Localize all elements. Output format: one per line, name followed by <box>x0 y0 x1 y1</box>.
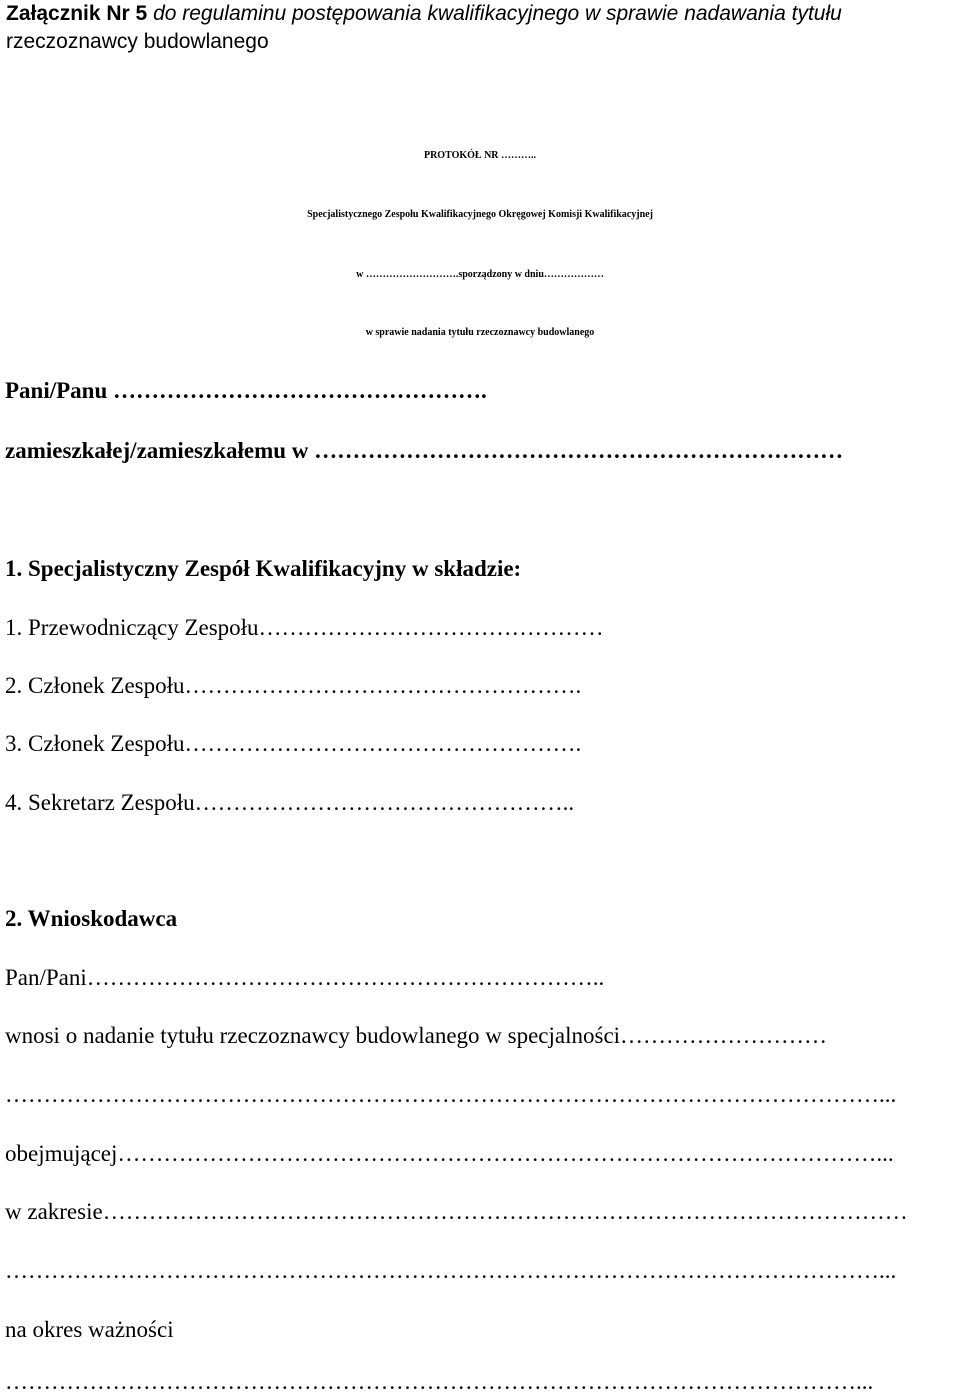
member-chair: 1. Przewodniczący Zespołu……………………………………… <box>5 615 604 640</box>
protocol-title: PROTOKÓŁ NR ……….. <box>423 150 537 161</box>
covering-line: obejmującej………………………………………………………………………………………... <box>5 1141 894 1166</box>
scope-line: w zakresie…………………………………………………………………………………………… <box>5 1199 908 1224</box>
place-date-line: w ……………………….sporządzony w dniu……………… <box>356 269 604 280</box>
validity-line: na okres ważności <box>5 1317 174 1342</box>
applicant-residence-line: zamieszkałej/zamieszkałemu w …………………………………………………………… <box>5 438 844 463</box>
team-title: Specjalistycznego Zespołu Kwalifikacyjnego Okręgowej Komisji Kwalifikacyjnej <box>307 209 653 220</box>
member-1: 2. Członek Zespołu……………………………………………. <box>5 673 582 698</box>
member-secretary: 4. Sekretarz Zespołu………………………………………….. <box>5 790 575 815</box>
applicant-name-line: Pani/Panu …………………………………………. <box>5 378 487 403</box>
blank-line-2: ……………………………………………………………………………………………………... <box>5 1258 897 1283</box>
attachment-description: do regulaminu postępowania kwalifikacyjnego w sprawie nadawania tytułu <box>147 2 842 25</box>
subject-line: w sprawie nadania tytułu rzeczoznawcy budowlanego <box>365 327 595 338</box>
member-2: 3. Członek Zespołu……………………………………………. <box>5 731 582 756</box>
blank-line-3: …………………………………………………………………………………………………... <box>5 1369 874 1394</box>
section1-heading: 1. Specjalistyczny Zespół Kwalifikacyjny w składzie: <box>5 556 522 581</box>
attachment-header <box>6 0 842 28</box>
request-line: wnosi o nadanie tytułu rzeczoznawcy budowlanego w specjalności……………………… <box>5 1023 828 1048</box>
blank-line-1: ……………………………………………………………………………………………………... <box>5 1082 897 1107</box>
applicant2-line: Pan/Pani………………………………………………………….. <box>5 965 605 990</box>
section2-heading: 2. Wnioskodawca <box>5 906 178 931</box>
attachment-header-line2: rzeczoznawcy budowlanego <box>6 30 269 53</box>
attachment-number: Załącznik Nr 5 <box>6 2 148 25</box>
